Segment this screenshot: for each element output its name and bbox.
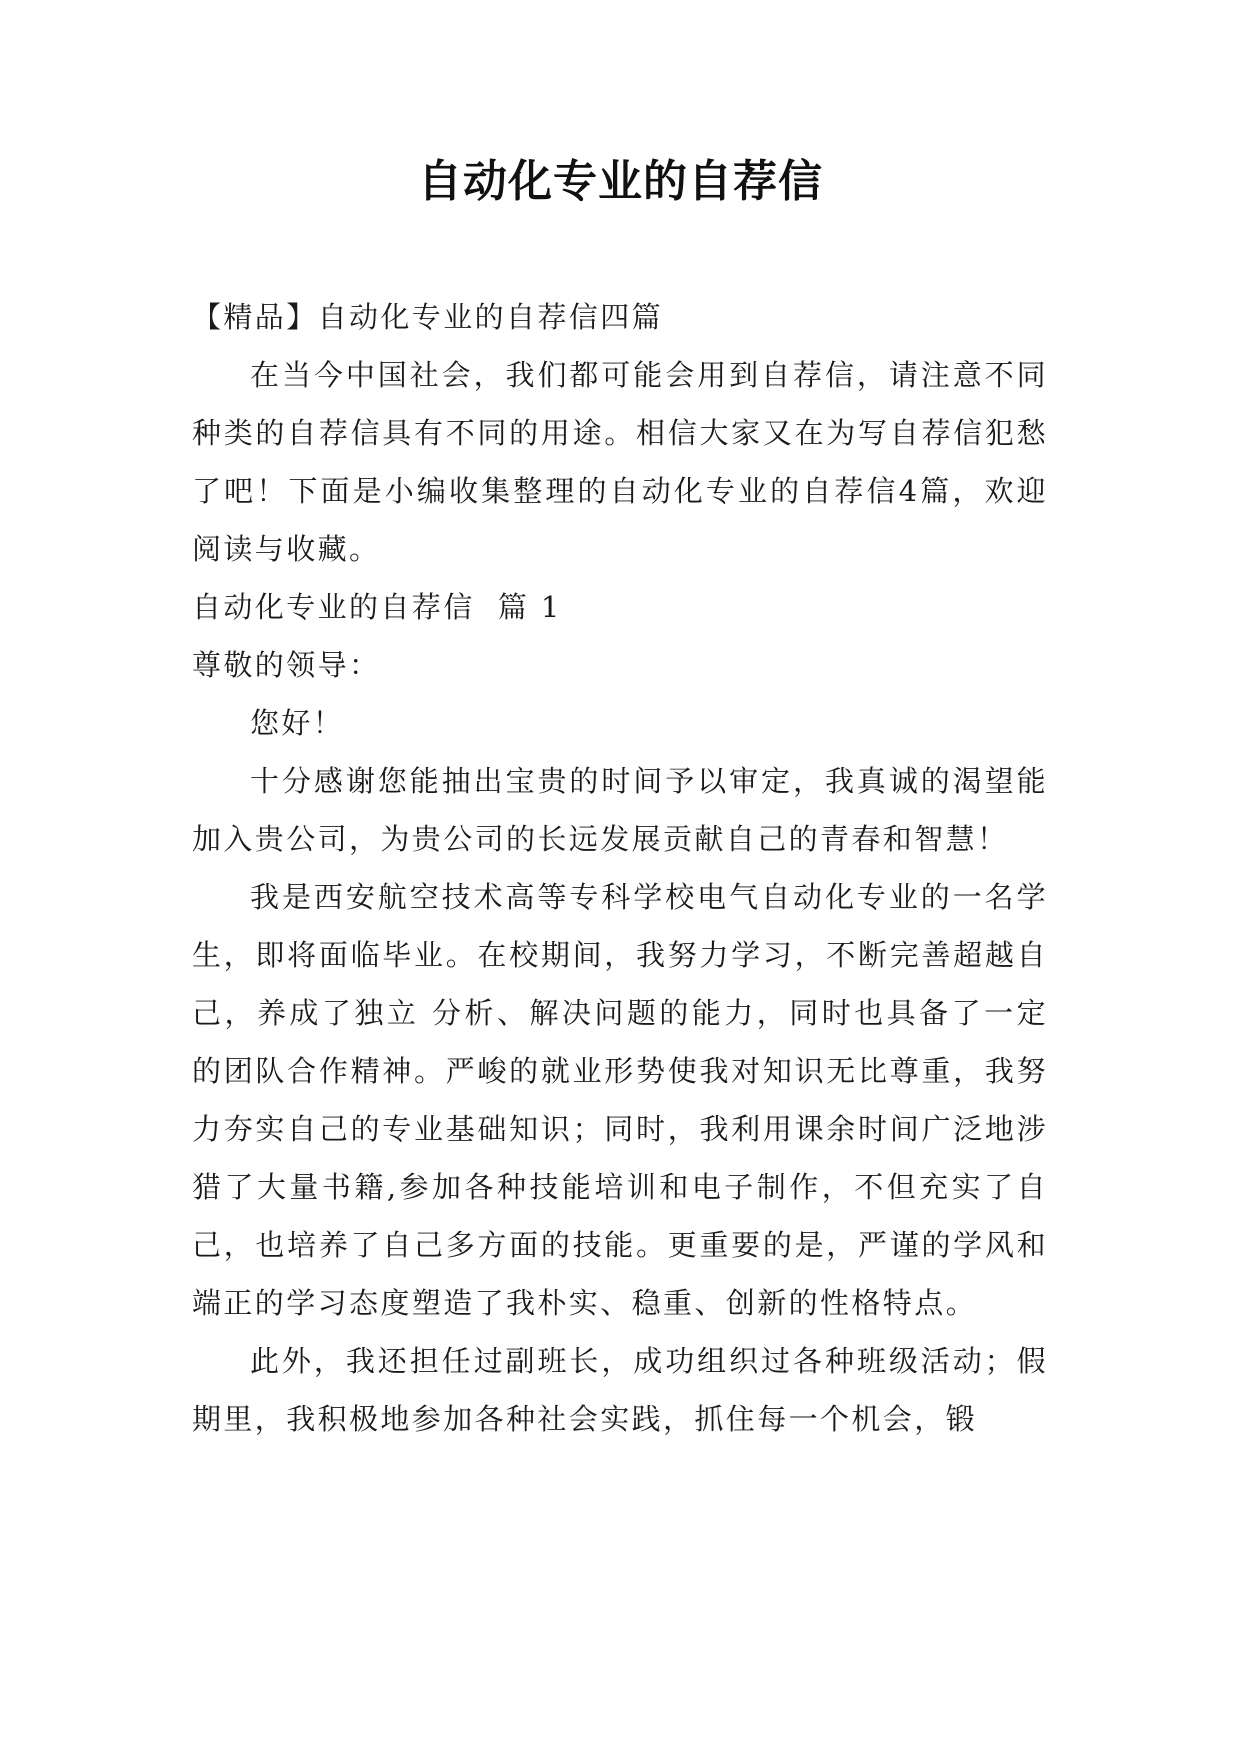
intro-paragraph: 在当今中国社会，我们都可能会用到自荐信，请注意不同种类的自荐信具有不同的用途。相信大家又在为写自荐信犯愁了吧！下面是小编收集整理的自动化专业的自荐信4篇，欢迎阅读与收藏。 [192,358,1048,566]
body-paragraph: 十分感谢您能抽出宝贵的时间予以审定，我真诚的渴望能加入贵公司，为贵公司的长远发展贡献自己的青春和智慧！ [192,764,1048,856]
body-paragraph: 我是西安航空技术高等专科学校电气自动化专业的一名学生，即将面临毕业。在校期间，我努力学习，不断完善超越自己，养成了独立 分析、解决问题的能力，同时也具备了一定的团队合作精神。严峻的就业形势使我对知识无比尊重，我努力夯实自己的专业基础知识；同时，我利用课余时间广泛地涉猎了大量书籍,参加各种技能培训和电子制作，不但充实了自己，也培养了自己多方面的技能。更重要的是，严谨的学风和端正的学习态度塑造了我朴实、稳重、创新的性格特点。 [192,880,1048,1320]
greeting: 您好！ [250,706,345,740]
section-heading: 自动化专业的自荐信 篇 1 [192,590,562,624]
salutation: 尊敬的领导： [192,648,381,682]
body-paragraph: 此外，我还担任过副班长，成功组织过各种班级活动；假期里，我积极地参加各种社会实践，抓住每一个机会，锻 [192,1344,1048,1436]
document-subtitle: 【精品】自动化专业的自荐信四篇 [192,300,664,334]
document-title: 自动化专业的自荐信 [418,156,823,207]
document-body [192,288,1048,1448]
